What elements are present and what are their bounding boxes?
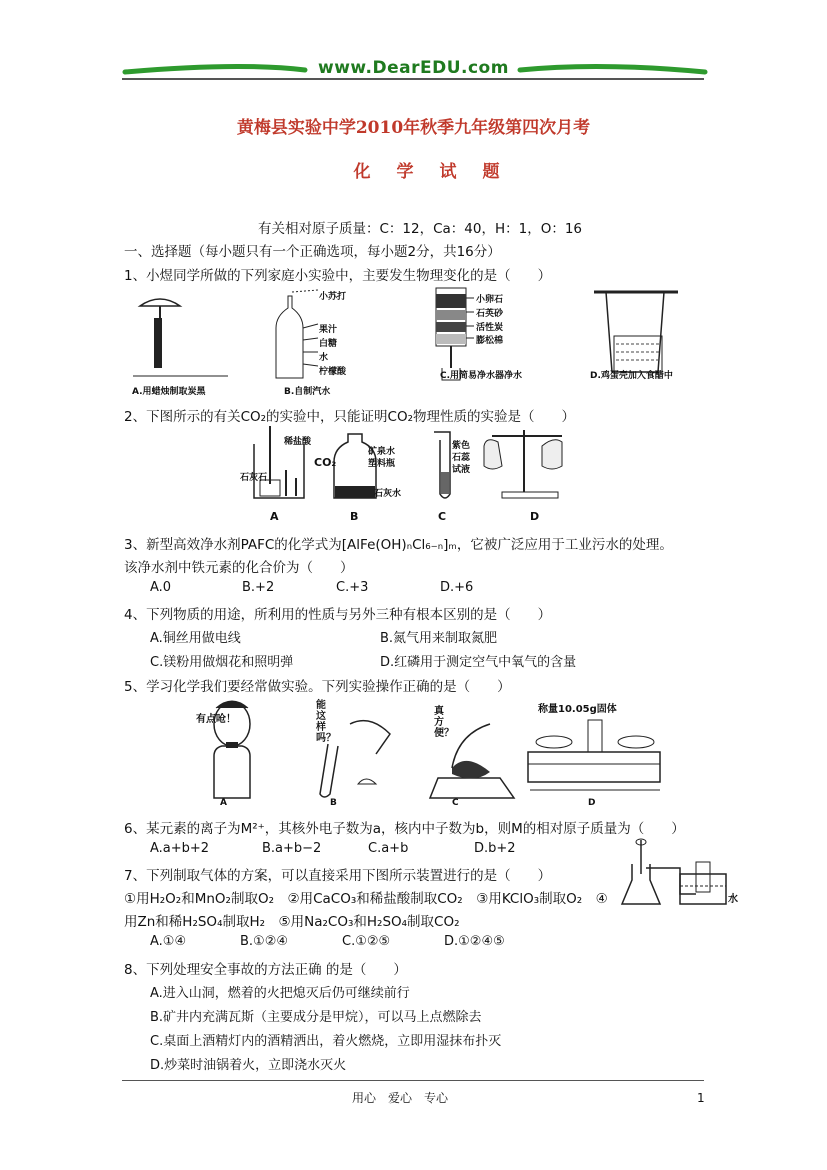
page-number: 1 bbox=[697, 1091, 705, 1105]
q5-cap-a: A bbox=[220, 798, 227, 808]
q7-option-d[interactable]: D.①②④⑤ bbox=[444, 934, 505, 949]
q6-option-a[interactable]: A.a+b+2 bbox=[150, 841, 210, 856]
q5-bubble-b: 能这样吗？ bbox=[316, 700, 336, 744]
q1-c-label-4: 膨松棉 bbox=[476, 336, 504, 346]
exam-title: 黄梅县实验中学2010年秋季九年级第四次月考 bbox=[236, 118, 591, 138]
q7-option-a[interactable]: A.①④ bbox=[150, 934, 187, 949]
q1-figure bbox=[128, 288, 698, 398]
q4-option-c[interactable]: C.镁粉用做烟花和照明弹 bbox=[150, 655, 294, 670]
q2-label-water: 矿泉水 bbox=[368, 447, 396, 457]
q1-stem: 1、小煜同学所做的下列家庭小实验中，主要发生物理变化的是（ ） bbox=[124, 268, 552, 284]
q2-cap-c: C bbox=[438, 510, 447, 523]
q4-stem: 4、下列物质的用途，所利用的性质与另外三种有根本区别的是（ ） bbox=[124, 607, 552, 623]
q1-c-label-2: 石英砂 bbox=[476, 309, 504, 319]
q3-stem-1: 3、新型高效净水剂PAFC的化学式为[AlFe(OH)ₙCl₆₋ₙ]ₘ，它被广泛应用于工业污水的处理。 bbox=[124, 537, 673, 553]
q6-option-d[interactable]: D.b+2 bbox=[474, 841, 516, 856]
q4-option-d[interactable]: D.红磷用于测定空气中氧气的含量 bbox=[380, 655, 577, 670]
q3-option-c[interactable]: C.+3 bbox=[336, 580, 369, 595]
q2-label-hcl: 稀盐酸 bbox=[284, 437, 312, 447]
footer-rule bbox=[122, 1080, 704, 1081]
q5-bubble-d: 称量10.05g固体 bbox=[538, 704, 617, 715]
q5-stem: 5、学习化学我们要经常做实验。下列实验操作正确的是（ ） bbox=[124, 679, 511, 695]
q5-bubble-a: 有点呛！ bbox=[196, 714, 236, 725]
header-rule bbox=[122, 78, 704, 80]
q4-option-b[interactable]: B.氮气用来制取氮肥 bbox=[380, 631, 498, 646]
q1-fig-caption-b: B.自制汽水 bbox=[284, 387, 331, 397]
q2-cap-d: D bbox=[530, 510, 540, 523]
q4-option-a[interactable]: A.铜丝用做电线 bbox=[150, 631, 241, 646]
q3-option-a[interactable]: A.0 bbox=[150, 580, 172, 595]
q1-b-label-2: 果汁 bbox=[319, 325, 338, 335]
q3-stem-2: 该净水剂中铁元素的化合价为（ ） bbox=[124, 560, 354, 576]
site-url[interactable]: www.DearEDU.com bbox=[318, 58, 509, 78]
q7-line-1: ①用H₂O₂和MnO₂制取O₂ ②用CaCO₃和稀盐酸制取CO₂ ③用KClO₃制取O₂ ④ bbox=[124, 891, 608, 907]
section-heading: 一、选择题（每小题只有一个正确选项，每小题2分，共16分） bbox=[124, 244, 501, 260]
q7-option-c[interactable]: C.①②⑤ bbox=[342, 934, 391, 949]
q2-cap-a: A bbox=[270, 510, 279, 523]
q5-cap-c: C bbox=[452, 798, 459, 808]
atomic-masses: 有关相对原子质量：C：12，Ca：40，H：1，O：16 bbox=[258, 221, 583, 237]
q6-stem: 6、某元素的离子为M²⁺，其核外电子数为a，核内中子数为b，则M的相对原子质量为（ ） bbox=[124, 821, 685, 837]
q2-label-bottle: 塑料瓶 bbox=[368, 459, 396, 469]
q8-stem: 8、下列处理安全事故的方法正确 的是（ ） bbox=[124, 962, 407, 978]
q8-option-b[interactable]: B.矿井内充满瓦斯（主要成分是甲烷），可以马上点燃除去 bbox=[150, 1010, 482, 1025]
exam-subtitle: 化学试题 bbox=[353, 162, 526, 182]
q7-stem: 7、下列制取气体的方案，可以直接采用下图所示装置进行的是（ ） bbox=[124, 868, 552, 884]
q7-line-2: 用Zn和稀H₂SO₄制取H₂ ⑤用Na₂CO₃和H₂SO₄制取CO₂ bbox=[124, 914, 460, 930]
q2-label-limewater: 石灰水 bbox=[374, 489, 402, 499]
q5-cap-d: D bbox=[588, 798, 596, 808]
q2-label-litmus: 石蕊 bbox=[452, 453, 471, 463]
footer-motto: 用心 爱心 专心 bbox=[352, 1091, 449, 1105]
q1-c-label-3: 活性炭 bbox=[476, 323, 504, 333]
q1-b-label-3: 白糖 bbox=[319, 339, 338, 349]
q1-fig-caption-c: C.用简易净水器净水 bbox=[440, 371, 523, 381]
q1-c-label-1: 小卵石 bbox=[476, 295, 504, 305]
q2-label-purple: 紫色 bbox=[452, 441, 471, 451]
q8-option-a[interactable]: A.进入山洞，燃着的火把熄灭后仍可继续前行 bbox=[150, 986, 410, 1001]
q7-fig-label-water: 水 bbox=[728, 894, 738, 905]
q2-label-limestone: 石灰石 bbox=[240, 473, 268, 483]
q8-option-c[interactable]: C.桌面上酒精灯内的酒精洒出，着火燃烧，立即用湿抹布扑灭 bbox=[150, 1034, 502, 1049]
q5-cap-b: B bbox=[330, 798, 337, 808]
q6-option-b[interactable]: B.a+b−2 bbox=[262, 841, 322, 856]
q8-option-d[interactable]: D.炒菜时油锅着火，立即浇水灭火 bbox=[150, 1058, 347, 1073]
q1-b-label-5: 柠檬酸 bbox=[319, 367, 347, 377]
q1-fig-caption-a: A.用蜡烛制取炭黑 bbox=[132, 387, 206, 397]
q1-b-label-1: 小苏打 bbox=[319, 292, 347, 302]
q2-cap-b: B bbox=[350, 510, 359, 523]
q3-option-d[interactable]: D.+6 bbox=[440, 580, 474, 595]
q2-label-co2: CO₂ bbox=[314, 456, 337, 469]
q6-option-c[interactable]: C.a+b bbox=[368, 841, 409, 856]
q7-apparatus-figure bbox=[620, 834, 730, 912]
q2-label-solution: 试液 bbox=[452, 465, 471, 475]
q1-fig-caption-d: D.鸡蛋壳加入食醋中 bbox=[590, 371, 673, 381]
q3-option-b[interactable]: B.+2 bbox=[242, 580, 275, 595]
q1-b-label-4: 水 bbox=[319, 353, 329, 363]
q7-option-b[interactable]: B.①②④ bbox=[240, 934, 289, 949]
q5-bubble-c: 真方便？ bbox=[434, 706, 454, 739]
q2-stem: 2、下图所示的有关CO₂的实验中，只能证明CO₂物理性质的实验是（ ） bbox=[124, 409, 576, 425]
